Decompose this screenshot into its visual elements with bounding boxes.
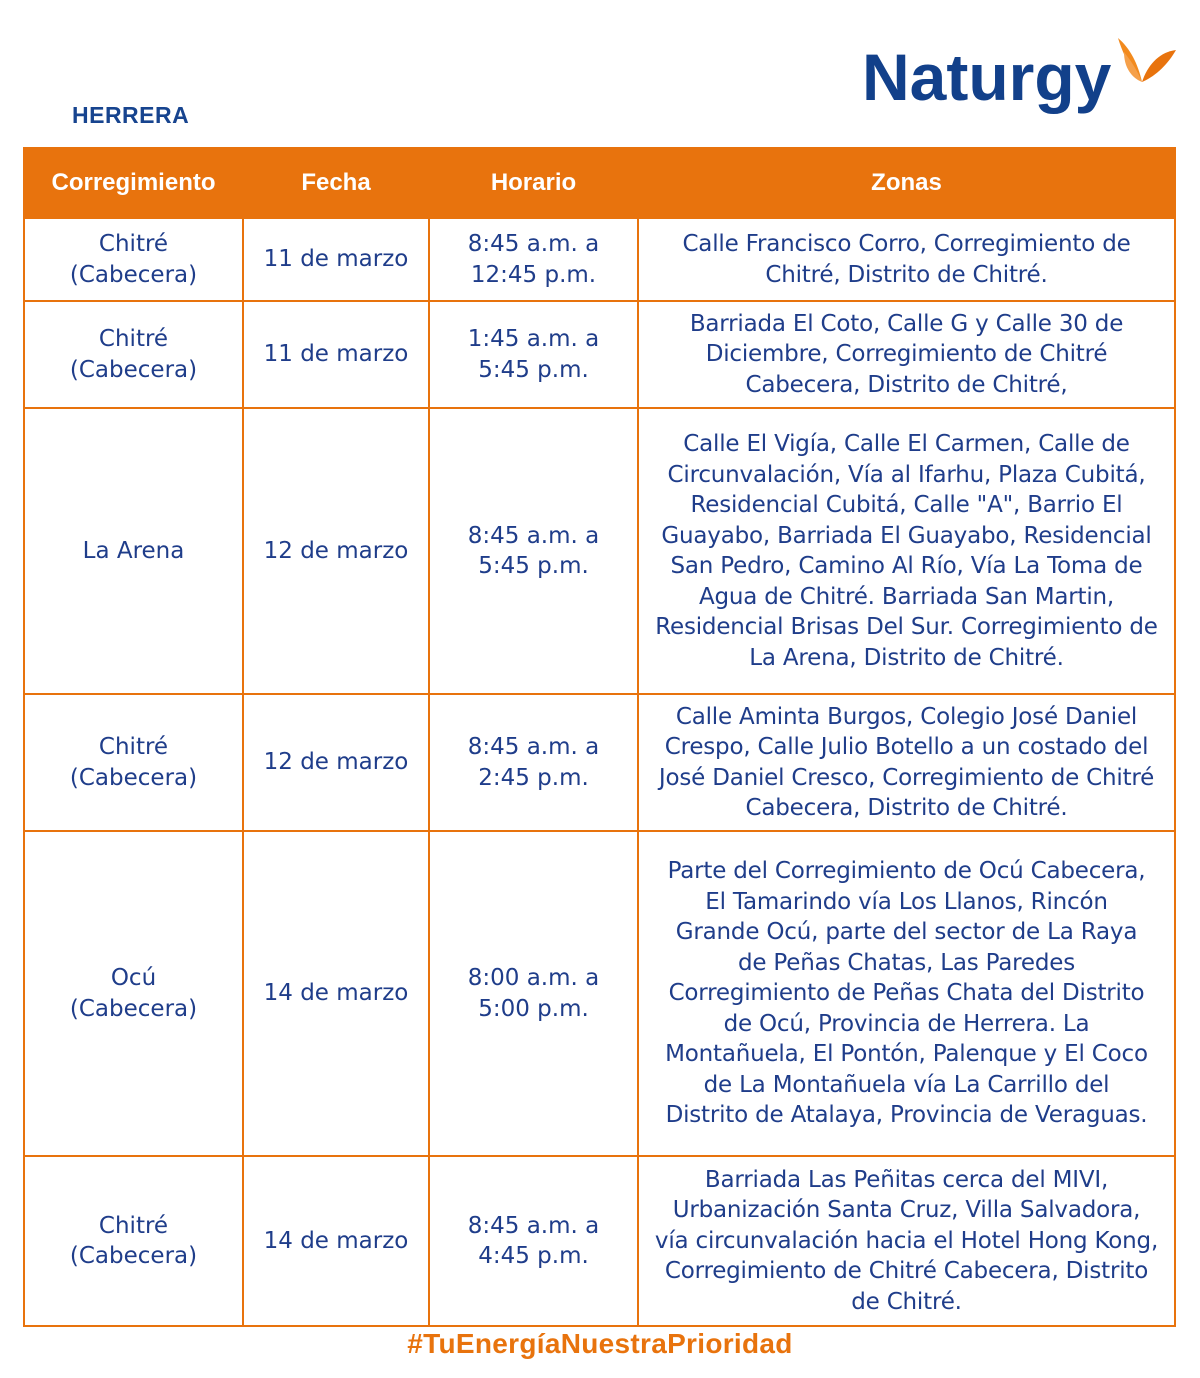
cell-corregimiento: Chitré (Cabecera) [24, 1156, 243, 1326]
table-row [24, 301, 1175, 408]
cell-fecha: 11 de marzo [243, 218, 429, 301]
cell-fecha: 12 de marzo [243, 694, 429, 831]
naturgy-logo [862, 34, 1182, 130]
cell-zonas: Parte del Corregimiento de Ocú Cabecera, El Tamarindo vía Los Llanos, Rincón Grande Ocú, parte del sector de La Raya de Peñas Chatas, Las Paredes Corregimiento de Peñas Chata del Distrito de Ocú, Provincia de Herrera. La Montañuela, El Pontón, Palenque y El Coco de La Montañuela vía La Carrillo del Distrito de Atalaya, Provincia de Veraguas. [638, 831, 1175, 1156]
butterfly-icon [1112, 34, 1178, 100]
column-header-zonas: Zonas [638, 148, 1175, 218]
table-row [24, 694, 1175, 831]
cell-zonas: Calle El Vigía, Calle El Carmen, Calle de Circunvalación, Vía al Ifarhu, Plaza Cubitá, Residencial Cubitá, Calle "A", Barrio El Guayabo, Barriada El Guayabo, Residencial San Pedro, Camino Al Río, Vía La Toma de Agua de Chitré. Barriada San Martin, Residencial Brisas Del Sur. Corregimiento de La Arena, Distrito de Chitré. [638, 408, 1175, 694]
cell-horario: 8:45 a.m. a 4:45 p.m. [429, 1156, 638, 1326]
cell-zonas: Barriada El Coto, Calle G y Calle 30 de Diciembre, Corregimiento de Chitré Cabecera, Distrito de Chitré, [638, 301, 1175, 408]
table-row [24, 218, 1175, 301]
table-header-row [24, 148, 1175, 218]
column-header-fecha: Fecha [243, 148, 429, 218]
cell-corregimiento: Ocú (Cabecera) [24, 831, 243, 1156]
cell-corregimiento: Chitré (Cabecera) [24, 301, 243, 408]
cell-horario: 8:00 a.m. a 5:00 p.m. [429, 831, 638, 1156]
brand-name: Naturgy [862, 40, 1112, 114]
cell-zonas: Calle Aminta Burgos, Colegio José Daniel Crespo, Calle Julio Botello a un costado del José Daniel Cresco, Corregimiento de Chitré Cabecera, Distrito de Chitré. [638, 694, 1175, 831]
cell-zonas: Barriada Las Peñitas cerca del MIVI, Urbanización Santa Cruz, Villa Salvadora, vía circunvalación hacia el Hotel Hong Kong, Corregimiento de Chitré Cabecera, Distrito de Chitré. [638, 1156, 1175, 1326]
footer-hashtag: #TuEnergíaNuestraPrioridad [407, 1328, 793, 1359]
cell-horario: 8:45 a.m. a 5:45 p.m. [429, 408, 638, 694]
cell-fecha: 14 de marzo [243, 1156, 429, 1326]
cell-horario: 8:45 a.m. a 12:45 p.m. [429, 218, 638, 301]
cell-fecha: 12 de marzo [243, 408, 429, 694]
region-title: HERRERA [72, 102, 190, 128]
cell-corregimiento: La Arena [24, 408, 243, 694]
cell-fecha: 14 de marzo [243, 831, 429, 1156]
page-header [0, 0, 1200, 148]
column-header-horario: Horario [429, 148, 638, 218]
schedule-table [23, 147, 1176, 1327]
table-row [24, 408, 1175, 694]
cell-horario: 1:45 a.m. a 5:45 p.m. [429, 301, 638, 408]
column-header-corregimiento: Corregimiento [24, 148, 243, 218]
cell-corregimiento: Chitré (Cabecera) [24, 694, 243, 831]
table-row [24, 831, 1175, 1156]
cell-corregimiento: Chitré (Cabecera) [24, 218, 243, 301]
table-row [24, 1156, 1175, 1326]
cell-fecha: 11 de marzo [243, 301, 429, 408]
cell-horario: 8:45 a.m. a 2:45 p.m. [429, 694, 638, 831]
cell-zonas: Calle Francisco Corro, Corregimiento de Chitré, Distrito de Chitré. [638, 218, 1175, 301]
